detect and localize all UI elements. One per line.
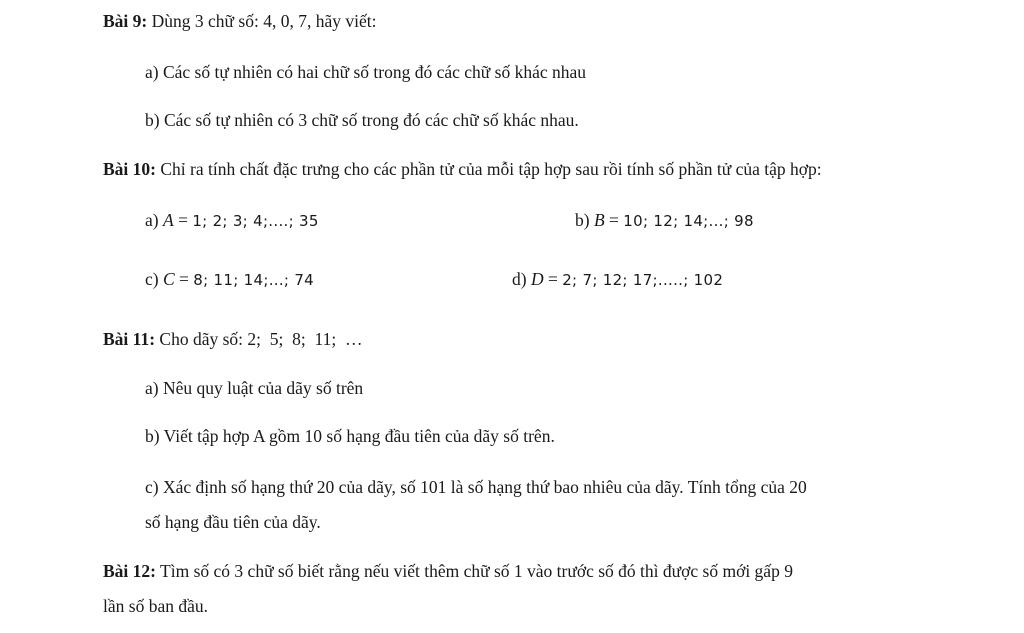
bai12-title: Bài 12: xyxy=(103,561,156,581)
bai11-title: Bài 11: xyxy=(103,329,156,349)
bai10-item-d-var: D xyxy=(530,269,544,289)
bai11-heading xyxy=(103,328,362,350)
bai10-item-a-label: a) xyxy=(145,210,159,230)
bai12-line1: Tìm số có 3 chữ số biết rằng nếu viết thêm chữ số 1 vào trước số đó thì được số mới gấp 9 xyxy=(156,561,793,581)
bai10-item-c-values: 8; 11; 14;...; 74 xyxy=(193,271,315,289)
bai10-item-b xyxy=(575,209,754,232)
bai9-item-a: a) Các số tự nhiên có hai chữ số trong đó các chữ số khác nhau xyxy=(145,62,587,82)
bai12-heading xyxy=(103,560,793,582)
bai11-item-c-line1: c) Xác định số hạng thứ 20 của dãy, số 101 là số hạng thứ bao nhiêu của dãy. Tính tổng của 20 xyxy=(145,477,807,497)
bai10-item-d xyxy=(512,268,723,291)
bai10-item-c xyxy=(145,268,314,291)
bai10-item-d-values: 2; 7; 12; 17;.....; 102 xyxy=(562,271,724,289)
bai10-item-d-label: d) xyxy=(512,269,527,289)
bai10-item-a-eq: = xyxy=(173,210,193,230)
bai10-item-b-eq: = xyxy=(604,210,624,230)
bai11-item-a: a) Nêu quy luật của dãy số trên xyxy=(145,378,364,398)
bai10-title: Bài 10: xyxy=(103,159,156,179)
bai12-line2: lần số ban đầu. xyxy=(103,596,208,616)
bai10-item-c-label: c) xyxy=(145,269,159,289)
bai10-item-b-var: B xyxy=(593,210,605,230)
bai10-item-d-eq: = xyxy=(543,269,563,289)
bai10-item-b-values: 10; 12; 14;...; 98 xyxy=(623,212,754,230)
bai11-item-b: b) Viết tập hợp A gồm 10 số hạng đầu tiên của dãy số trên. xyxy=(145,426,555,446)
bai10-item-a-var: A xyxy=(162,210,174,230)
bai10-item-c-eq: = xyxy=(174,269,194,289)
bai10-heading xyxy=(103,158,822,180)
bai9-text: Dùng 3 chữ số: 4, 0, 7, hãy viết: xyxy=(147,11,377,31)
bai10-item-b-label: b) xyxy=(575,210,590,230)
bai11-text: Cho dãy số: 2; 5; 8; 11; … xyxy=(155,329,363,349)
bai10-text: Chỉ ra tính chất đặc trưng cho các phần tử của mỗi tập hợp sau rồi tính số phần tử của tập hợp: xyxy=(156,159,822,179)
bai10-item-a xyxy=(145,209,319,232)
bai10-item-a-values: 1; 2; 3; 4;....; 35 xyxy=(192,212,319,230)
bai9-item-b: b) Các số tự nhiên có 3 chữ số trong đó các chữ số khác nhau. xyxy=(145,110,579,130)
bai9-title: Bài 9: xyxy=(103,11,148,31)
bai10-item-c-var: C xyxy=(162,269,175,289)
bai11-item-c-line2: số hạng đầu tiên của dãy. xyxy=(145,512,321,532)
bai9-heading xyxy=(103,10,376,32)
